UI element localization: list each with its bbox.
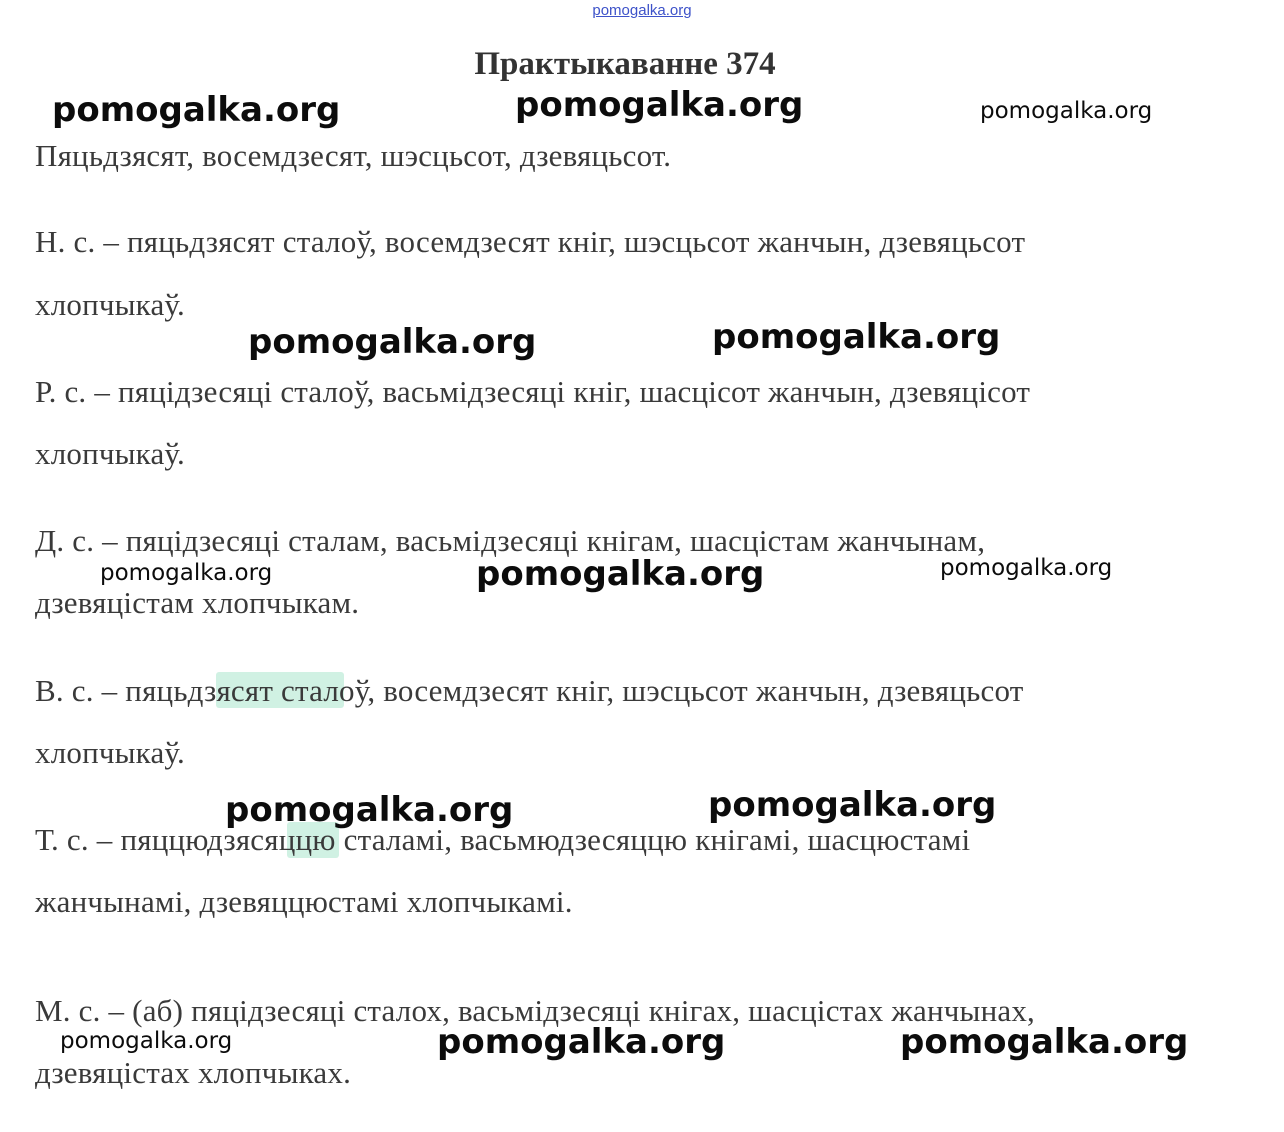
- text-line: Д. с. – пяцідзесяці сталам, васьмідзесяці кнігам, шасцістам жанчынам,: [35, 523, 986, 558]
- watermark: pomogalka.org: [708, 785, 997, 825]
- watermark: pomogalka.org: [225, 790, 514, 830]
- watermark: pomogalka.org: [60, 1028, 233, 1054]
- watermark: pomogalka.org: [980, 98, 1153, 124]
- watermark: pomogalka.org: [100, 560, 273, 586]
- watermark: pomogalka.org: [712, 317, 1001, 357]
- site-link-top[interactable]: pomogalka.org: [592, 2, 692, 19]
- text-line: Т. с. – пяццюдзясяццю сталамі, васьмюдзесяццю кнігамі, шасцюстамі: [35, 822, 971, 857]
- watermark: pomogalka.org: [940, 555, 1113, 581]
- text-line: жанчынамі, дзевяццюстамі хлопчыкамі.: [35, 884, 573, 919]
- text-line: хлопчыкаў.: [35, 436, 185, 471]
- page-title: Практыкаванне 374: [474, 46, 776, 82]
- watermark: pomogalka.org: [437, 1022, 726, 1062]
- text-line: дзевяцістам хлопчыкам.: [35, 585, 360, 620]
- text-line: Р. с. – пяцідзесяці сталоў, васьмідзесяці кніг, шасцісот жанчын, дзевяцісот: [35, 374, 1031, 409]
- watermark: pomogalka.org: [900, 1022, 1189, 1062]
- watermark: pomogalka.org: [248, 322, 537, 362]
- text-line: дзевяцістах хлопчыках.: [35, 1055, 352, 1090]
- text-line: хлопчыкаў.: [35, 735, 185, 770]
- watermark: pomogalka.org: [52, 90, 341, 130]
- text-line: В. с. – пяцьдзясят сталоў, восемдзесят кніг, шэсцьсот жанчын, дзевяцьсот: [35, 673, 1024, 708]
- text-line: Н. с. – пяцьдзясят сталоў, восемдзесят кніг, шэсцьсот жанчын, дзевяцьсот: [35, 224, 1026, 259]
- text-line: М. с. – (аб) пяцідзесяці сталох, васьмідзесяці кнігах, шасцістах жанчынах,: [35, 993, 1035, 1028]
- text-line: Пяцьдзясят, восемдзесят, шэсцьсот, дзевяцьсот.: [35, 138, 672, 173]
- watermark: pomogalka.org: [515, 85, 804, 125]
- text-line: хлопчыкаў.: [35, 287, 185, 322]
- watermark: pomogalka.org: [476, 554, 765, 594]
